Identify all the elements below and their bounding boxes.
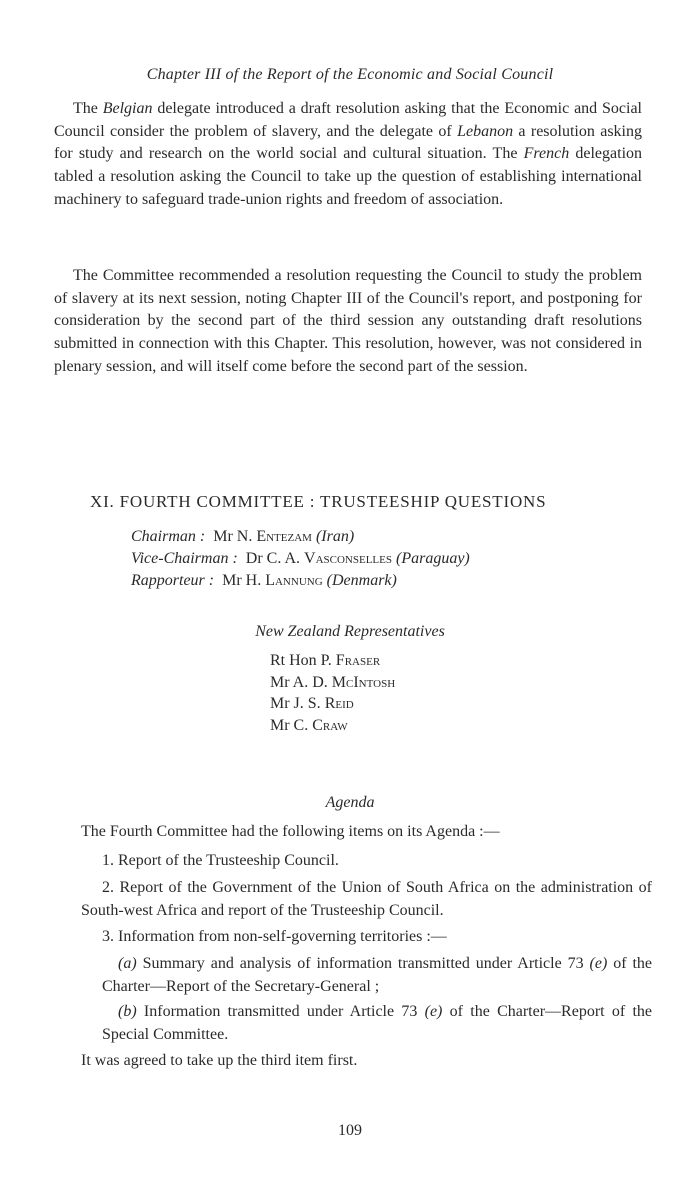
rep-name: McIntosh [331,673,396,691]
rep-title: Mr C. [270,716,313,734]
agenda-item-2: 2. Report of the Government of the Union of South Africa on the administration of South-west Africa and report of the Trusteeship Council. [81,879,652,919]
officer-country: (Paraguay) [395,550,470,567]
agenda-item-3: 3. Information from non-self-governing territories :— [102,928,447,945]
officer-vice-chairman [131,548,470,570]
text-span: a resolution asking for study and research on the world social and cultural situation. The [54,122,642,163]
officer-title: Mr N. [213,528,257,545]
text-span: The [73,100,103,117]
paragraph-delegations [54,98,642,212]
text-span: delegate introduced a draft resolution asking that the Economic and Social Council consider the problem of slavery, and the delegate of [54,100,642,140]
agenda-subitem-b [102,1001,652,1046]
rep-title: Rt Hon P. [270,652,336,669]
article-ref: (e) [589,955,608,972]
text-span: Information transmitted under Article 73 [136,1003,425,1020]
officer-name: Lannung [265,572,323,589]
page-number: 109 [338,1122,362,1139]
agenda-subitem-a [102,953,652,998]
article-ref: (e) [424,1003,443,1020]
country-lebanon: Lebanon [457,122,514,140]
committee-officers [131,526,470,592]
text-span: of the Charter—Report of the Secretary-General ; [102,955,653,995]
rep-name: Craw [312,716,348,734]
country-french: French [523,145,570,163]
officer-chairman [131,526,470,548]
officer-name: Vasconselles [304,550,392,567]
rep-name: Fraser [335,652,381,669]
officer-role: Rapporteur : [131,572,215,589]
representative [270,715,395,737]
representative [270,693,395,715]
text-span: Summary and analysis of information transmitted under Article 73 [136,955,590,972]
text-span: of the Charter—Report of the Special Committee. [102,1003,652,1043]
agenda-item-1: 1. Report of the Trusteeship Council. [102,852,339,869]
representative [270,672,395,694]
officer-title: Dr C. A. [245,550,305,567]
representatives-heading: New Zealand Representatives [255,623,445,640]
officer-role: Vice-Chairman : [131,550,238,567]
subitem-label: (b) [118,1003,137,1020]
running-head: Chapter III of the Report of the Economic and Social Council [146,66,554,83]
officer-title: Mr H. [222,572,266,589]
rep-name: Reid [324,695,354,712]
paragraph-committee-recommendation: The Committee recommended a resolution requesting the Council to study the problem of slavery at its next session, noting Chapter III of the Council's report, and postponing for consideration by the second part of the third session any outstanding draft resolutions submitted in connection with this Chapter. This resolution, however, was not considered in plenary session, and will itself come before the second part of the session. [54,267,642,375]
agenda-heading: Agenda [325,794,375,811]
representative [270,650,395,672]
agenda-intro: The Fourth Committee had the following items on its Agenda :— [81,823,500,840]
text-span: delegation tabled a resolution asking the Council to take up the question of establishing international machinery to safeguard trade-union rights and freedom of association. [54,145,643,208]
subitem-label: (a) [118,955,137,972]
officer-name: Entezam [256,528,312,545]
officer-rapporteur [131,570,470,592]
representatives-list [270,650,395,736]
section-title: XI. FOURTH COMMITTEE : TRUSTEESHIP QUESTIONS [90,492,547,511]
officer-country: (Denmark) [326,572,397,589]
closing-sentence: It was agreed to take up the third item first. [81,1052,358,1069]
officer-country: (Iran) [315,528,355,545]
rep-title: Mr A. D. [270,673,332,691]
country-belgian: Belgian [102,100,153,117]
rep-title: Mr J. S. [270,695,325,712]
officer-role: Chairman : [131,528,206,545]
